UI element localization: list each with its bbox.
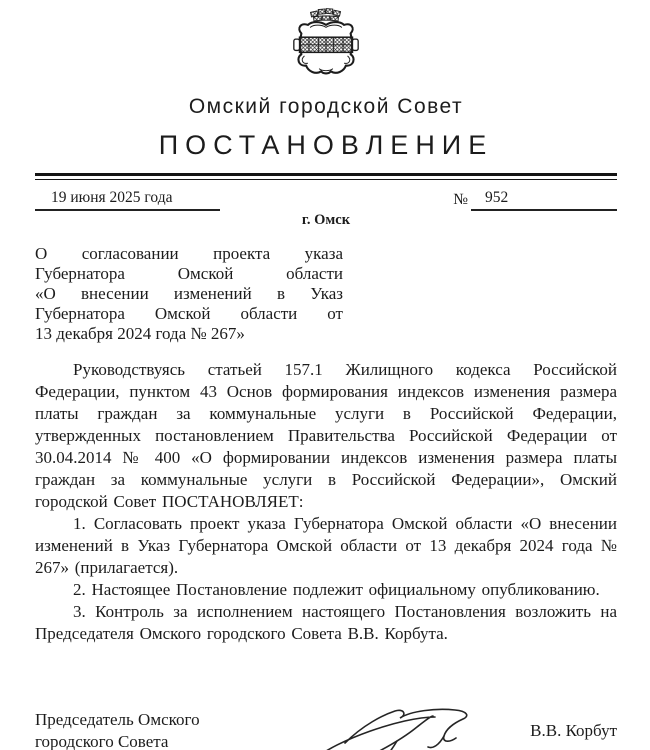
- subject-line: Губернатора Омской области: [35, 264, 343, 283]
- subject-line: 13 декабря 2024 года № 267»: [35, 324, 245, 343]
- body-paragraph: 3. Контроль за исполнением настоящего Постановления возложить на Председателя Омского городского Совета В.В. Корбута.: [35, 602, 617, 643]
- organization-name: Омский городской Совет: [188, 95, 464, 118]
- subject-line: О согласовании проекта указа: [35, 244, 343, 263]
- date-field: 19 июня 2025 года: [35, 189, 220, 211]
- subject-line: «О внесении изменений в Указ: [35, 284, 343, 303]
- number-field: 952: [471, 189, 617, 211]
- body-text: [35, 359, 617, 645]
- body-paragraph: 2. Настоящее Постановление подлежит официальному опубликованию.: [73, 580, 600, 599]
- subject-block: [35, 244, 343, 344]
- signature-container: [283, 683, 493, 750]
- emblem-container: [35, 6, 617, 81]
- signature-position-title: Председатель Омского городского Совета: [35, 710, 200, 750]
- handwritten-signature-icon: [283, 683, 493, 750]
- signature-block: [35, 681, 617, 750]
- number-group: [453, 189, 617, 211]
- omsk-coat-of-arms-icon: [287, 6, 365, 76]
- document-type-title: ПОСТАНОВЛЕНИЕ: [158, 130, 494, 160]
- signer-name: В.В. Корбут: [530, 721, 617, 740]
- number-label: №: [453, 191, 468, 208]
- body-paragraph: Руководствуясь статьей 157.1 Жилищного кодекса Российской Федерации, пунктом 43 Основ формирования индексов изменения размера платы граждан за коммунальные услуги в Российской Федерации, утвержденных постановлением Правительства Российской Федерации от 30.04.2014 № 400 «О формировании индексов изменения размера платы граждан за коммунальные услуги в Российской Федерации», Омский городской Совет ПОСТАНОВЛЯЕТ:: [35, 360, 617, 511]
- city-label: г. Омск: [301, 212, 351, 228]
- header-divider-rule: [35, 173, 617, 180]
- subject-line: Губернатора Омской области от: [35, 304, 343, 323]
- body-paragraph: 1. Согласовать проект указа Губернатора Омской области «О внесении изменений в Указ Губернатора Омской области от 13 декабря 2024 года № 267» (прилагается).: [35, 514, 617, 577]
- dateline-row: [35, 189, 617, 211]
